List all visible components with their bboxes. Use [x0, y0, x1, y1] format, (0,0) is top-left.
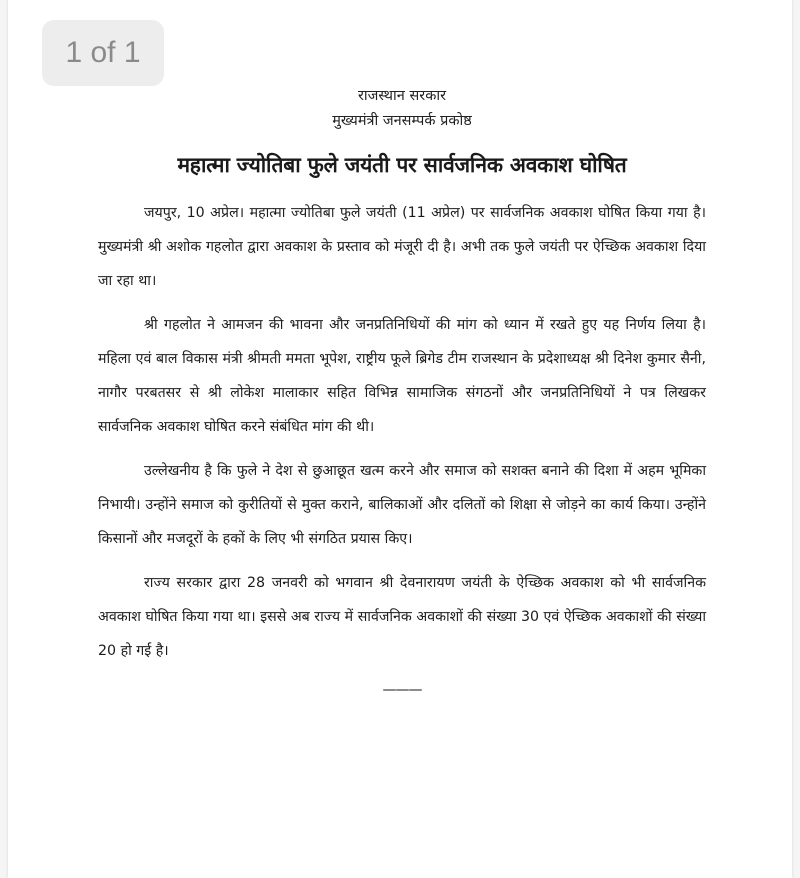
paragraph: श्री गहलोत ने आमजन की भावना और जनप्रतिनिधियों की मांग को ध्यान में रखते हुए यह निर्णय लिया है। महिला एवं बाल विकास मंत्री श्रीमती ममता भूपेश, राष्ट्रीय फूले ब्रिगेड टीम राजस्थान के प्रदेशाध्यक्ष श्री दिनेश कुमार सैनी, नागौर परबतसर से श्री लोकेश मालाकार सहित विभिन्न सामाजिक संगठनों और जनप्रतिनिधियों ने पत्र लिखकर सार्वजनिक अवकाश घोषित करने संबंधित मांग की थी।: [98, 317, 706, 435]
press-release-title: महात्मा ज्योतिबा फुले जयंती पर सार्वजनिक अवकाश घोषित: [177, 153, 627, 177]
paragraph: उल्लेखनीय है कि फुले ने देश से छुआछूत खत्म करने और समाज को सशक्त बनाने की दिशा में अहम भूमिका निभायी। उन्होंने समाज को कुरीतियों से मुक्त कराने, बालिकाओं और दलितों को शिक्षा से जोड़ने का कार्य किया। उन्होंने किसानों और मजदूरों के हकों के लिए भी संगठित प्रयास किए।: [98, 463, 706, 547]
department-line: मुख्यमंत्री जनसम्पर्क प्रकोष्ठ: [332, 113, 472, 129]
page-counter-badge: 1 of 1: [42, 20, 164, 86]
paragraph: जयपुर, 10 अप्रेल। महात्मा ज्योतिबा फुले जयंती (11 अप्रेल) पर सार्वजनिक अवकाश घोषित किया गया है। मुख्यमंत्री श्री अशोक गहलोत द्वारा अवकाश के प्रस्ताव को मंजूरी दी है। अभी तक फुले जयंती पर ऐच्छिक अवकाश दिया जा रहा था।: [98, 205, 706, 289]
end-of-release-mark: ———: [382, 682, 422, 698]
paragraph: राज्य सरकार द्वारा 28 जनवरी को भगवान श्री देवनारायण जयंती के ऐच्छिक अवकाश को भी सार्वजनिक अवकाश घोषित किया गया था। इससे अब राज्य में सार्वजनिक अवकाशों की संख्या 30 एवं ऐच्छिक अवकाशों की संख्या 20 हो गई है।: [98, 575, 706, 659]
press-release: [98, 84, 706, 702]
issuer-line: राजस्थान सरकार: [357, 88, 447, 104]
